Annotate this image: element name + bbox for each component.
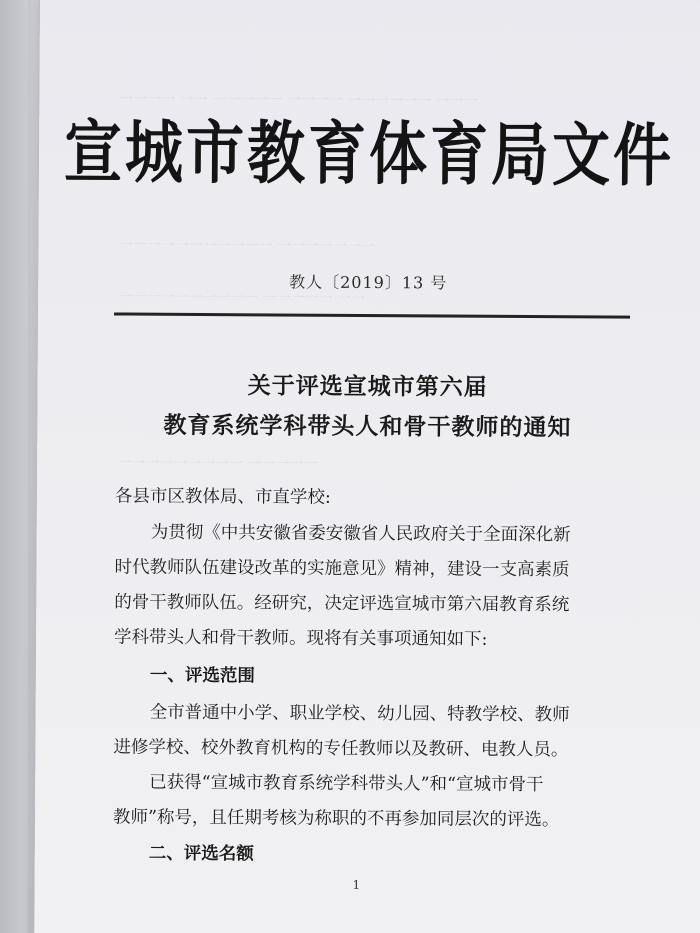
recipient-line: 各县市区教体局、市直学校: [114,486,331,508]
show-through-text: 一一一一一一一一一一 一一一一一 一一 [118,289,366,307]
scope-note-line: 教师”称号，且任期考核为称职的不再参加同层次的评选。 [112,807,560,831]
header-divider [114,312,630,318]
show-through-text: 一一一一一一一一一 一一一一一 [117,455,318,473]
show-through-text: 一一一一一一一一一一一 一一一一一一一 [118,237,375,256]
show-through-text: 一一一一 一一 一一一一一 一一一一 一一一一一一 一一一 [119,91,478,110]
intro-line: 为贯彻《中共安徽省委安徽省人民政府关于全面深化新 [150,522,571,546]
scope-note-line: 已获得“宣城市教育系统学科带头人”和“宣城市骨干 [149,772,544,796]
intro-line: 的骨干教师队伍。经研究，决定评选宣城市第六届教育系统 [114,592,570,616]
intro-line: 时代教师队伍建设改革的实施意见》精神，建设一支高素质 [114,557,570,581]
scope-line: 进修学校、校外教育机构的专任教师以及教研、电教人员。 [113,737,569,761]
notice-title-line-1: 关于评选宣城市第六届 [247,373,488,401]
section-heading-quota: 二、评选名额 [148,843,254,865]
intro-line: 学科带头人和骨干教师。现将有关事项通知如下: [114,627,488,650]
header-title: 宣城市教育体育局文件 [63,111,675,196]
section-heading-scope: 一、评选范围 [149,665,255,687]
document-number: 教人〔2019〕13 号 [289,272,448,293]
page-number: 1 [352,877,361,892]
scope-line: 全市普通中小学、职业学校、幼儿园、特教学校、教师 [149,702,570,726]
notice-title-line-2: 教育系统学科带头人和骨干教师的通知 [163,412,572,442]
document-page [34,0,700,933]
